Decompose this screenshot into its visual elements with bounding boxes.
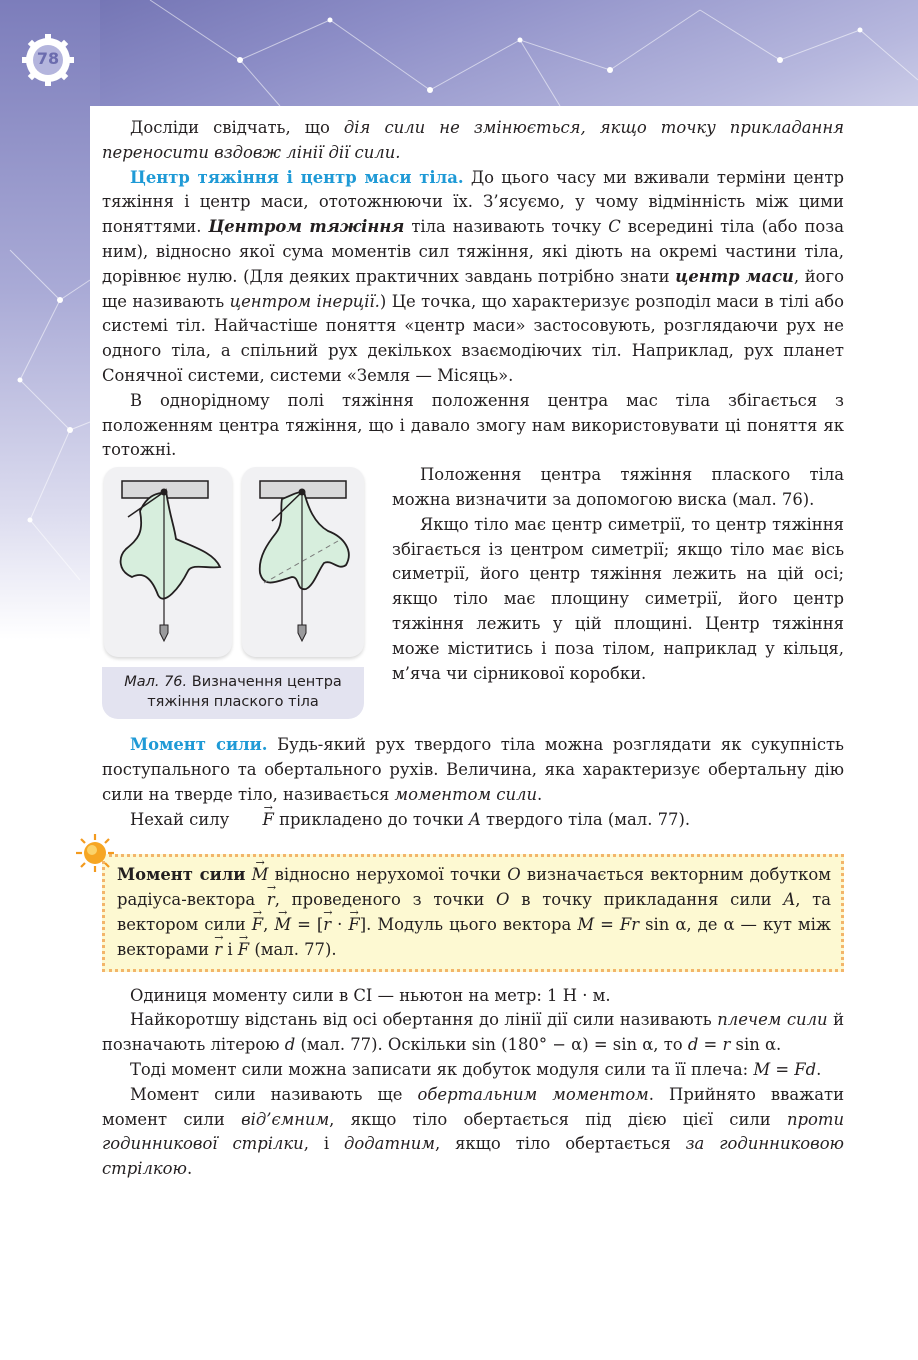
paragraph: Положення центра тяжіння плаского тіла можна визначити за допомогою виска (мал. 76). <box>392 465 844 509</box>
paragraph: Одиниця моменту сили в СІ — ньютон на метр: 1 Н · м. <box>130 985 611 1005</box>
definition-box <box>102 854 844 971</box>
page-number: 78 <box>36 49 60 68</box>
paragraph: Досліди свідчать, що дія сили не змінюється, якщо точку прикладання переносити вздовж лінії дії сили. <box>102 118 844 162</box>
definition-term: Момент сили <box>117 865 246 885</box>
paragraph: Якщо тіло має центр симетрії, то центр тяжіння збігається із центром симетрії; якщо тіло має вісь симетрії, його центр тяжіння лежить на цій осі; якщо тіло має площину симетрії, його центр тяжіння лежить у цій площині. Центр тяжіння може міститись і поза тілом, наприклад у кільця, м’яча чи сірникової коробки. <box>392 514 844 683</box>
paragraph-center-of-gravity: Центр тяжіння і центр маси тіла. До цього часу ми вживали терміни центр тяжіння і центр маси, ототожнюючи їх. З’ясуємо, у чому відмінність між цими поняттями. Центром тяжіння тіла називають точку C всередині тіла (або поза ним), відносно якої сума моментів сил тяжіння, які діють на окремі частини тіла, дорівнює нулю. (Для деяких практичних завдань потрібно знати центр маси, його ще називають центром інерції.) Це точка, що характеризує розподіл маси в тілі або системі тіл. Найчастіше поняття «центр маси» застосовують, розглядаючи рух не одного тіла, а спільний рух декількох взаємодіючих тіл. Наприклад, рух планет Сонячної системи, системи «Земля — Місяць». <box>102 167 845 385</box>
main-text <box>102 116 844 1182</box>
figure-side-text <box>392 463 844 686</box>
figure-caption: Мал. 76. Визначення центра тяжіння плаского тіла <box>102 667 364 719</box>
paragraph-torque: Момент сили. Будь-який рух твердого тіла можна розглядати як сукупність поступального та обертального рухів. Величина, яка характеризує обертальну дію сили на тверде тіло, називається моментом сили. <box>102 735 844 804</box>
paragraph: В однорідному полі тяжіння положення центра мас тіла збігається з положенням центра тяжіння, що і давало змогу нам використовувати ці поняття як тотожні. <box>102 390 844 460</box>
section-heading: Центр тяжіння і центр маси тіла. <box>130 167 464 187</box>
definition-text: Момент сили → M відносно нерухомої точки O визначається векторним добутком радіуса-вектора → r, проведеного з точки O в точку прикладання сили A, та вектором сили → F, → M = [→ r · → F]. Модуль цього вектора M = Fr sin α, де α — кут між векторами → r і → F (мал. 77). <box>117 863 831 962</box>
paragraph: Момент сили називають ще обертальним моментом. Прийнято вважати момент сили від’ємним, якщо тіло обертається під дією цієї сили проти годинникової стрілки, і додатним, якщо тіло обертається за годинниковою стрілкою. <box>102 1084 845 1179</box>
figure-panel-2 <box>242 467 364 657</box>
figure-block <box>102 463 844 733</box>
paragraph: Нехай силу → F прикладено до точки A твердого тіла (мал. 77). <box>102 808 844 833</box>
figure-76 <box>102 467 366 725</box>
figure-panel-1 <box>104 467 232 657</box>
paragraph: Найкоротшу відстань від осі обертання до лінії дії сили називають плечем сили й позначають літерою d (мал. 77). Оскільки sin (180° − α) = sin α, то d = r sin α. <box>102 1010 845 1055</box>
page-number-badge <box>18 34 78 86</box>
sun-icon <box>75 833 115 873</box>
paragraph: Тоді момент сили можна записати як добуток модуля сили та її плеча: M = Fd. <box>130 1059 822 1079</box>
section-heading: Момент сили. <box>130 735 268 755</box>
